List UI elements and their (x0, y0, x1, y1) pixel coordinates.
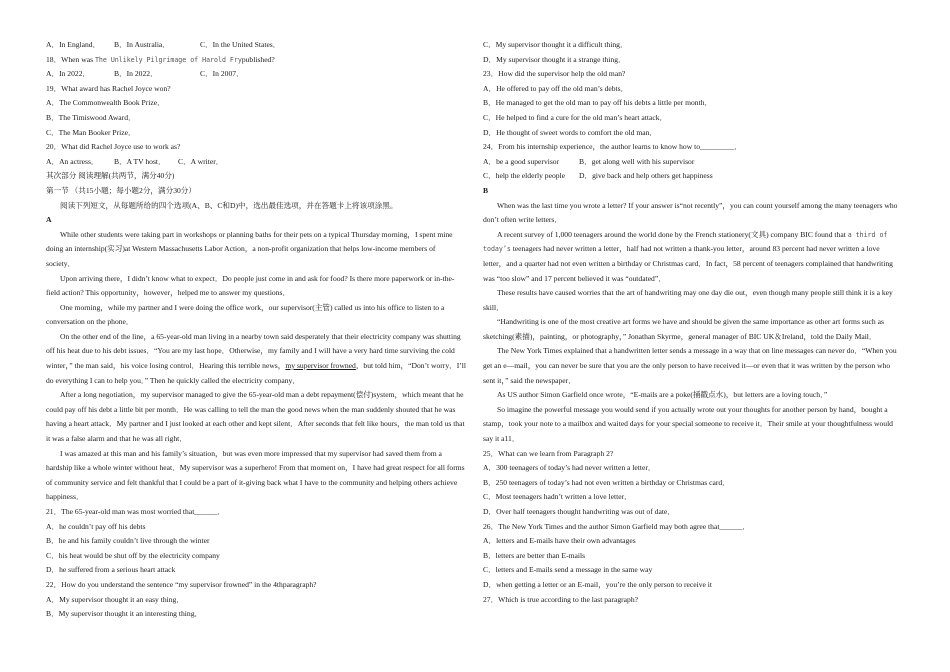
q17-option-a: A．In England． (46, 40, 101, 49)
question-25: 25．What can we learn from Paragraph 2? (483, 448, 614, 458)
q25-option-b: B．250 teenagers of today’s had not even written a birthday or Christmas card． (483, 477, 730, 487)
book-title: The Unlikely Pilgrimage of Harold Fry (94, 55, 242, 64)
q21-option-b: B．he and his family couldn’t live through the winter (46, 536, 210, 546)
passage-a-paragraph-4: On the other end of the line，a 65-year-old man living in a nearby town said desperately that their electricity company was shutting off his heat due to his debt issues．“You are my last hope．Otherwise，my family and I will have a very hard time surviving the cold winter，” the man said，his voice losing control．Hearing this terrible news，my supervisor frowned，but told him，“Don’t worry．I’ll do everything I can to help you．” Then he quickly called the electricity company． (46, 331, 466, 385)
q20-option-b: B．A TV host． (114, 156, 166, 166)
passage-b-paragraph-4: “Handwriting is one of the most creative art forms we have and should be given the same importance as other art forms such as sketching(素描)，painting，or photography，” Jonathan Skyrme，general manager of BIC UK＆Ireland，told the Daily Mail． (483, 317, 884, 341)
passage-a-paragraph-2: Upon arriving there，I didn’t know what to expect．Do people just come in and ask for food? Is there more paperwork or in-the-field action? This opportunity，however，helped me to answer my questions． (46, 273, 455, 298)
overlapping-phrase: a third of today’s (483, 230, 888, 254)
q19-option-b: B．The Timiswood Award． (46, 112, 136, 122)
q20-options (46, 155, 466, 170)
q22-option-a: A．My supervisor thought it an easy thing． (46, 594, 184, 604)
q18-option-a: A．In 2022． (46, 69, 91, 79)
q25-option-a: A．300 teenagers of today’s had never written a letter． (483, 463, 656, 473)
q19-option-c: C．The Man Booker Prize． (46, 127, 136, 137)
instructions: 阅读下列短文，从每题所给的四个选项(A、B、C和D)中，选出最佳选项，并在答题卡上将该项涂黑。 (60, 200, 398, 210)
q19-option-a: A．The Commonwealth Book Prize． (46, 98, 165, 108)
q24-options-ab (483, 155, 903, 170)
q21-option-d: D．he suffered from a serious heart attack (46, 565, 176, 575)
question-22: 22．How do you understand the sentence “my supervisor frowned” in the 4thparagraph? (46, 579, 317, 589)
passage-b-paragraph-1: When was the last time you wrote a letter? If your answer is“not recently”，you can count yourself among the many teenagers who don’t often write letters． (483, 200, 898, 225)
question-19: 19．What award has Rachel Joyce won? (46, 83, 171, 93)
q24-option-b: B．get along well with his supervisor (579, 156, 695, 166)
passage-a-label: A (46, 215, 52, 225)
q24-option-a: A．be a good supervisor (483, 156, 560, 166)
passage-a-paragraph-5: After a long negotiation，my supervisor managed to give the 65-year-old man a debt repayment(偿付)system，which meant that he could pay off his debt a little bit per month．He was calling to tell the man the good news when the man suddenly shouted that he was having a heart attack．My partner and I just looked at each other and kept silent．After seconds that felt like hours，the man told us that it was a false alarm and that he was all right． (46, 390, 465, 444)
q25-option-d: D．Over half teenagers thought handwriting was out of date． (483, 507, 675, 516)
q23-option-b: B．He managed to get the old man to pay off his debts a little per month． (483, 98, 713, 108)
q17-option-c: C．In the United States． (200, 40, 281, 49)
q23-option-d: D．He thought of sweet words to comfort the old man． (483, 127, 657, 137)
q24-option-d: D．give back and help others get happiness (579, 171, 713, 181)
q18-option-b: B．In 2022． (114, 69, 158, 79)
q26-option-a: A．letters and E-mails have their own advantages (483, 536, 636, 546)
q22-option-c: C．My supervisor thought it a difficult thing． (483, 40, 628, 49)
passage-b-paragraph-7: So imagine the powerful message you would send if you actually wrote out your thoughts for another person by hand，bought a stamp，took your note to a mailbox and waited days for your special someone to receive it．Their smile at your thoughtfulness would say it a11． (483, 404, 893, 444)
q26-option-b: B．letters are better than E-mails (483, 550, 586, 560)
passage-b-paragraph-2: A recent survey of 1,000 teenagers around the world done by the French stationery(文具) company BIC found that a third of today’s teenagers had never written a letter，half had not written a thank-you letter，around 83 percent had never written a love letter，and a quarter had not even written a birthday or Christmas card．In fact，58 percent of teenagers complained that handwriting was “too slow” and 17 percent believed it was “outdated”． (483, 229, 893, 283)
q22-option-b: B．My supervisor thought it an interesting thing． (46, 609, 203, 619)
question-18: 18．When was The Unlikely Pilgrimage of Harold Frypublished? (46, 54, 275, 64)
q18-options (46, 67, 466, 82)
part-heading: 其次部分 阅读理解(共两节，满分40分) (46, 171, 175, 181)
q21-option-a: A．he couldn’t pay off his debts (46, 521, 146, 531)
question-26: 26．The New York Times and the author Simon Garfield may both agree that______． (483, 521, 750, 531)
question-21: 21．The 65-year-old man was most worried that______． (46, 507, 225, 516)
q17-option-b: B．In Australia． (114, 40, 170, 49)
q21-option-c: C．his heat would be shut off by the electricity company (46, 550, 220, 560)
q23-option-c: C．He helped to find a cure for the old man’s heart attack． (483, 112, 668, 122)
question-24: 24．From his internship experience，the author learns to know how to_________． (483, 142, 742, 152)
passage-b-label: B (483, 185, 489, 195)
passage-b-paragraph-5: The New York Times explained that a handwritten letter sends a message in a way that on line messages can never do．“When you get an e—mail，you can never be sure that you are the only person to have received it—or even that it was written by the person who sent it，” said the newspaper． (483, 346, 897, 385)
q18-option-c: C．In 2007． (200, 69, 244, 79)
passage-b-paragraph-6: As US author Simon Garfield once wrote，“E-mails are a poke(捅戳点水)，but letters are a loving touch．” (497, 390, 828, 400)
left-column (46, 38, 466, 622)
passage-a-paragraph-3: One morning，while my partner and I were doing the office work，our supervisor(主管) called us into his office to listen to a conversation on the phone． (46, 302, 445, 327)
q20-option-a: A．An actress． (46, 156, 99, 166)
right-column (483, 38, 903, 607)
question-23: 23．How did the supervisor help the old man? (483, 69, 626, 79)
q25-option-c: C．Most teenagers hadn’t written a love letter． (483, 492, 632, 502)
passage-a-paragraph-1: While other students were taking part in workshops or planning baths for their pets on a typical Thursday morning，I spent mine doing an internship(实习)at Western Massachusetts Labor Action，a non-profit organization that helps low-income members of society． (46, 229, 453, 268)
section-heading: 第一节 （共15小题；每小题2分，满分30分） (46, 185, 196, 195)
q20-option-c: C．A writer． (178, 156, 224, 166)
passage-a-paragraph-6: I was amazed at this man and his family’s situation，but was even more impressed that my supervisor had saved them from a hardship like a whole winter without heat．My supervisor was a superhero! From that moment on，I have had great respect for all forms of community service and felt thankful that I could be a part of it-giving back what I have to the community and helping others achieve happiness． (46, 448, 465, 502)
q24-options-cd (483, 169, 903, 184)
question-27: 27．Which is true according to the last paragraph? (483, 594, 638, 604)
q17-options (46, 38, 466, 53)
q26-option-d: D．when getting a letter or an E-mail，you’re the only person to receive it (483, 579, 713, 589)
q23-option-a: A．He offered to pay off the old man’s debts． (483, 83, 629, 93)
q24-option-c: C．help the elderly people (483, 171, 566, 181)
q26-option-c: C．letters and E-mails send a message in the same way (483, 565, 653, 575)
question-20: 20．What did Rachel Joyce use to work as? (46, 142, 181, 152)
q22-option-d: D．My supervisor thought it a strange thing． (483, 54, 626, 64)
passage-b-paragraph-3: These results have caused worries that the art of handwriting may one day die out，even though many people still think it is a key skill． (483, 288, 893, 312)
underlined-phrase: my supervisor frowned (285, 361, 356, 371)
